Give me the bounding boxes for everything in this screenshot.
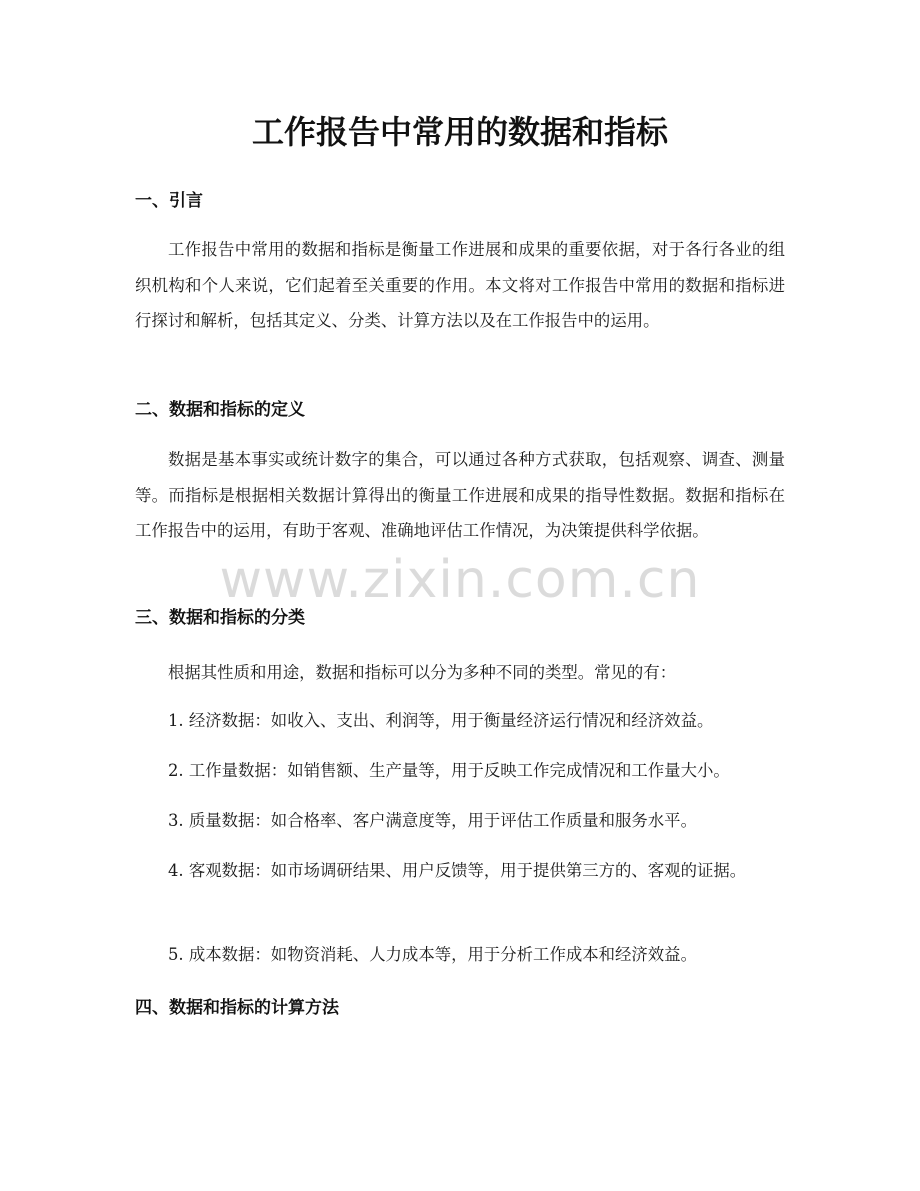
watermark: www.zixin.com.cn bbox=[219, 550, 701, 610]
list-item: 3. 质量数据：如合格率、客户满意度等，用于评估工作质量和服务水平。 bbox=[168, 811, 697, 830]
section-heading-intro: 一、引言 bbox=[135, 191, 203, 211]
list-item: 5. 成本数据：如物资消耗、人力成本等，用于分析工作成本和经济效益。 bbox=[168, 945, 697, 964]
section-paragraph-intro: 工作报告中常用的数据和指标是衡量工作进展和成果的重要依据，对于各行各业的组织机构和个人来说，它们起着至关重要的作用。本文将对工作报告中常用的数据和指标进行探讨和解析，包括其定义、分类、计算方法以及在工作报告中的运用。 bbox=[135, 240, 785, 330]
section-heading-classification: 三、数据和指标的分类 bbox=[135, 608, 305, 628]
section-heading-calculation: 四、数据和指标的计算方法 bbox=[135, 998, 339, 1018]
classification-intro: 根据其性质和用途，数据和指标可以分为多种不同的类型。常见的有： bbox=[168, 663, 677, 682]
list-item: 2. 工作量数据：如销售额、生产量等，用于反映工作完成情况和工作量大小。 bbox=[168, 761, 730, 780]
list-item: 4. 客观数据：如市场调研结果、用户反馈等，用于提供第三方的、客观的证据。 bbox=[168, 861, 747, 880]
document-title: 工作报告中常用的数据和指标 bbox=[251, 113, 668, 151]
list-item: 1. 经济数据：如收入、支出、利润等，用于衡量经济运行情况和经济效益。 bbox=[168, 711, 714, 730]
section-heading-definition: 二、数据和指标的定义 bbox=[135, 400, 305, 420]
section-paragraph-definition: 数据是基本事实或统计数字的集合，可以通过各种方式获取，包括观察、调查、测量等。而指标是根据相关数据计算得出的衡量工作进展和成果的指导性数据。数据和指标在工作报告中的运用，有助于客观、准确地评估工作情况，为决策提供科学依据。 bbox=[135, 450, 785, 540]
